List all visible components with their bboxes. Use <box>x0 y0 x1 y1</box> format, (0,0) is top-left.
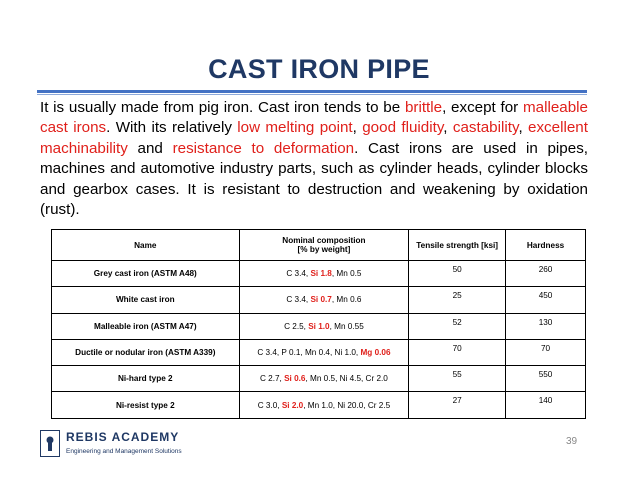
header-tensile: Tensile strength [ksi] <box>409 230 506 261</box>
composition-highlight: Si 1.0 <box>308 321 330 331</box>
header-composition-line2: [% by weight] <box>297 245 351 254</box>
composition-text: , Mn 0.55 <box>329 321 364 331</box>
row-tensile: 52 <box>409 313 506 339</box>
composition-text: C 3.4, <box>286 295 311 305</box>
header-composition <box>239 230 409 261</box>
para-highlight: brittle <box>404 99 443 116</box>
row-tensile: 55 <box>409 366 506 392</box>
row-composition <box>239 392 409 418</box>
composition-text: C 2.7, <box>259 374 285 384</box>
row-tensile: 70 <box>409 339 506 365</box>
para-text: , <box>518 119 529 137</box>
logo-name: REBIS ACADEMY <box>66 430 180 444</box>
logo-mark <box>40 430 60 457</box>
header-name: Name <box>52 230 240 261</box>
row-tensile: 25 <box>409 287 506 313</box>
row-tensile: 50 <box>409 261 506 287</box>
row-hardness: 70 <box>506 339 586 365</box>
row-hardness: 450 <box>506 287 586 313</box>
title-underline-thin <box>37 94 587 95</box>
row-tensile: 27 <box>409 392 506 418</box>
para-highlight: low melting point <box>237 119 353 137</box>
para-highlight: good fluidity <box>362 119 444 137</box>
composition-highlight: Si 0.7 <box>310 295 332 305</box>
row-name: Malleable iron (ASTM A47) <box>52 313 240 339</box>
row-name: White cast iron <box>52 287 240 313</box>
para-text: and <box>127 139 173 157</box>
para-text: . Cast irons are used in pipes, machines and automotive industry parts, such as cylinder heads, cylinder blocks and gearbox cases. It is resistant to destruction and weakening by oxidation (rust). <box>40 139 589 219</box>
page-number: 39 <box>566 436 578 447</box>
composition-text: , Mn 0.5, Ni 4.5, Cr 2.0 <box>305 374 388 384</box>
row-hardness: 140 <box>506 392 586 418</box>
composition-text: , Mn 0.6 <box>331 295 362 305</box>
composition-text: C 3.0, <box>257 400 282 410</box>
keyhole-icon <box>45 435 55 453</box>
composition-text: C 3.4, <box>286 269 311 279</box>
para-text: , except for <box>442 99 523 116</box>
table-row <box>52 366 586 392</box>
composition-text: , Mn 1.0, Ni 20.0, Cr 2.5 <box>303 400 391 410</box>
header-composition-line1: Nominal composition <box>282 236 366 245</box>
row-hardness: 260 <box>506 261 586 287</box>
row-composition <box>239 287 409 313</box>
para-text: , <box>443 119 453 137</box>
para-highlight: excellent machinability <box>40 119 588 157</box>
row-composition <box>239 313 409 339</box>
description-paragraph <box>40 98 588 220</box>
row-composition <box>239 339 409 365</box>
logo-tagline: Engineering and Management Solutions <box>66 448 182 455</box>
header-hardness: Hardness <box>506 230 586 261</box>
composition-text: C 2.5, <box>284 321 309 331</box>
para-text: It is usually made from pig iron. Cast iron tends to be <box>40 99 405 116</box>
table-row <box>52 261 586 287</box>
para-highlight: resistance to deformation <box>172 139 355 157</box>
para-text: . With its relatively <box>106 119 238 137</box>
composition-text: , Mn 0.5 <box>331 269 362 279</box>
table-row <box>52 392 586 418</box>
para-text: , <box>352 119 363 137</box>
composition-highlight: Si 0.6 <box>284 374 306 384</box>
table-row <box>52 313 586 339</box>
row-name: Grey cast iron (ASTM A48) <box>52 261 240 287</box>
composition-text: C 3.4, P 0.1, Mn 0.4, Ni 1.0, <box>257 348 361 358</box>
composition-highlight: Mg 0.06 <box>360 348 391 358</box>
para-highlight: castability <box>452 119 519 137</box>
title-underline <box>37 90 587 93</box>
composition-highlight: Si 2.0 <box>281 400 304 410</box>
row-composition <box>239 261 409 287</box>
row-composition <box>239 366 409 392</box>
para-highlight: malleable cast irons <box>40 99 588 137</box>
table-row <box>52 287 586 313</box>
slide-title: CAST IRON PIPE <box>208 54 430 84</box>
composition-highlight: Si 1.8 <box>310 269 332 279</box>
row-name: Ni-hard type 2 <box>52 366 240 392</box>
row-hardness: 130 <box>506 313 586 339</box>
row-hardness: 550 <box>506 366 586 392</box>
row-name: Ductile or nodular iron (ASTM A339) <box>52 339 240 365</box>
row-name: Ni-resist type 2 <box>52 392 240 418</box>
table-header-row <box>52 230 586 261</box>
table-row <box>52 339 586 365</box>
cast-iron-properties-table <box>51 229 586 419</box>
